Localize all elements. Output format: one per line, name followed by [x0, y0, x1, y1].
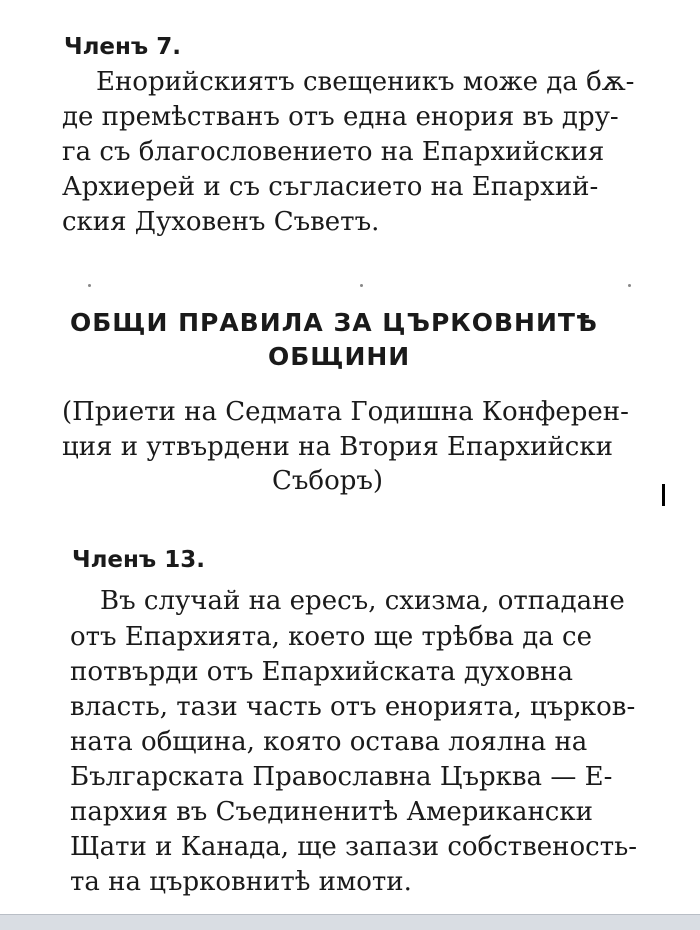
- article-13-line: потвърди отъ Епархийската духовна: [70, 657, 573, 687]
- window-bottom-bar: [0, 914, 700, 930]
- section-subtitle-line: Съборъ): [272, 466, 384, 496]
- scan-speck: [360, 284, 363, 287]
- article-13-line: отъ Епархията, което ще трѣбва да се: [70, 622, 593, 652]
- article-7-line: де премѣстванъ отъ една енория въ дру-: [62, 102, 619, 132]
- article-13-line: власть, тази часть отъ енорията, църков-: [70, 692, 636, 722]
- section-subtitle-line: ция и утвърдени на Втория Епархийски: [62, 432, 613, 462]
- article-7-line: Енорийскиятъ свещеникъ може да бѫ-: [96, 67, 635, 97]
- article-7-line: га съ благословението на Епархийския: [62, 137, 605, 167]
- section-title-line-2: ОБЩИНИ: [268, 342, 411, 371]
- article-7-heading: Членъ 7.: [64, 34, 181, 60]
- article-7-line: Архиерей и съ съгласието на Епархий-: [62, 172, 599, 202]
- article-13-line: Щати и Канада, ще запази собственость-: [70, 832, 638, 862]
- article-13-heading: Членъ 13.: [72, 547, 205, 573]
- scan-speck: [628, 284, 631, 287]
- article-7-line: ския Духовенъ Съветъ.: [62, 207, 380, 237]
- article-13-line: та на църковнитѣ имоти.: [70, 867, 412, 897]
- section-subtitle-line: (Приети на Седмата Годишна Конферен-: [62, 397, 629, 427]
- section-title-line-1: ОБЩИ ПРАВИЛА ЗА ЦЪРКОВНИТѢ: [70, 308, 598, 337]
- article-13-line: ната община, която остава лоялна на: [70, 727, 588, 757]
- scan-speck: [88, 284, 91, 287]
- article-13-line: пархия въ Съединенитѣ Американски: [70, 797, 593, 827]
- article-13-line: Въ случай на ересъ, схизма, отпадане: [100, 586, 625, 616]
- text-cursor-icon: [662, 484, 665, 506]
- article-13-line: Българската Православна Църква — Е-: [70, 762, 613, 792]
